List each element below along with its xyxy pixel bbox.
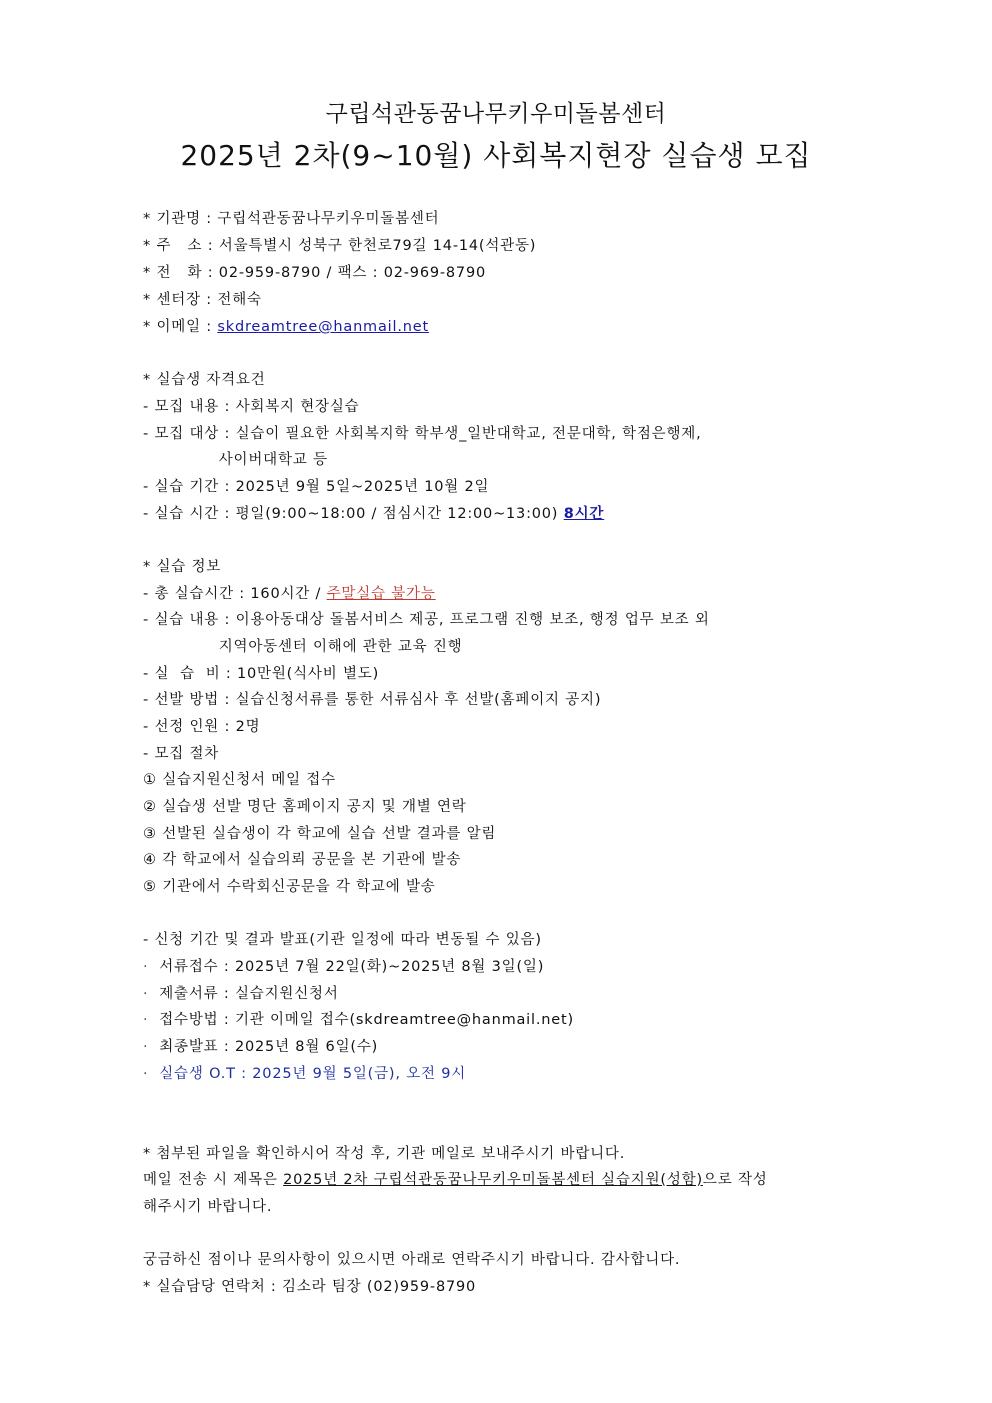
center-title: 구립석관동꿈나무키우미돌봄센터 — [325, 101, 667, 127]
fee-line: - 실 습 비 : 10만원(식사비 별도) — [143, 666, 380, 682]
email-subject-suffix: 으로 작성 — [702, 1172, 768, 1188]
email-subject-prefix: 메일 전송 시 제목은 — [143, 1172, 284, 1188]
email-subject-note — [143, 1171, 768, 1189]
procedure-heading: - 모집 절차 — [143, 746, 220, 762]
email-label: * 이메일 : — [143, 319, 218, 335]
procedure-step: ④ 각 학교에서 실습의뢰 공문을 본 기관에 발송 — [143, 852, 462, 868]
schedule-item — [143, 1011, 574, 1029]
practice-period-line: - 실습 기간 : 2025년 9월 5일~2025년 10월 2일 — [143, 479, 490, 495]
contact-line: * 실습담당 연락처 : 김소라 팀장 (02)959-8790 — [143, 1279, 477, 1295]
practice-content-line: - 실습 내용 : 이용아동대상 돌봄서비스 제공, 프로그램 진행 보조, 행정 업무 보조 외 — [143, 612, 710, 628]
email-line — [143, 318, 429, 336]
bullet-icon: · — [143, 1039, 149, 1055]
procedure-step: ⑤ 기관에서 수락회신공문을 각 학교에 발송 — [143, 879, 436, 895]
selection-count-line: - 선정 인원 : 2명 — [143, 719, 261, 735]
bullet-icon: · — [143, 1012, 149, 1028]
email-subject-format: 2025년 2차 구립석관동꿈나무키우미돌봄센터 실습지원(성함) — [283, 1172, 703, 1188]
email-subject-note-2: 해주시기 바랍니다. — [143, 1199, 273, 1215]
total-hours-text: - 총 실습시간 : 160시간 / — [143, 586, 327, 602]
weekend-warning: 주말실습 불가능 — [326, 586, 436, 602]
director-line: * 센터장 : 전해숙 — [143, 292, 262, 308]
schedule-item-text: 최종발표 : 2025년 8월 6일(수) — [159, 1039, 379, 1055]
schedule-item-text: 서류접수 : 2025년 7월 22일(화)~2025년 8월 3일(일) — [159, 959, 545, 975]
phone-line: * 전 화 : 02-959-8790 / 팩스 : 02-969-8790 — [143, 265, 487, 281]
recruit-target-line: - 모집 대상 : 실습이 필요한 사회복지학 학부생_일반대학교, 전문대학, 학점은행제, — [143, 426, 702, 442]
recruit-content-line: - 모집 내용 : 사회복지 현장실습 — [143, 399, 360, 415]
total-hours-line — [143, 585, 436, 603]
schedule-item-text: 접수방법 : 기관 이메일 접수(skdreamtree@hanmail.net) — [159, 1012, 574, 1028]
practice-hours: 8시간 — [563, 506, 605, 522]
schedule-item-ot — [143, 1065, 466, 1083]
schedule-item — [143, 985, 339, 1003]
bullet-icon: · — [143, 959, 149, 975]
recruit-target-line-2: 사이버대학교 등 — [143, 452, 328, 468]
requirements-heading: * 실습생 자격요건 — [143, 372, 266, 388]
procedure-step: ③ 선발된 실습생이 각 학교에 실습 선발 결과를 알림 — [143, 826, 497, 842]
address-line: * 주 소 : 서울특별시 성북구 한천로79길 14-14(석관동) — [143, 238, 537, 254]
org-name-line: * 기관명 : 구립석관동꿈나무키우미돌봄센터 — [143, 211, 440, 227]
bullet-icon: · — [143, 986, 149, 1002]
schedule-item — [143, 1038, 378, 1056]
practice-content-line-2: 지역아동센터 이해에 관한 교육 진행 — [143, 639, 463, 655]
schedule-heading: - 신청 기간 및 결과 발표(기관 일정에 따라 변동될 수 있음) — [143, 932, 542, 948]
schedule-item — [143, 958, 544, 976]
selection-method-line: - 선발 방법 : 실습신청서류를 통한 서류심사 후 선발(홈페이지 공지) — [143, 692, 602, 708]
schedule-item-text: 제출서류 : 실습지원신청서 — [159, 986, 339, 1002]
contact-note: 궁금하신 점이나 문의사항이 있으시면 아래로 연락주시기 바랍니다. 감사합니다. — [143, 1252, 681, 1268]
practice-time-text: - 실습 시간 : 평일(9:00~18:00 / 점심시간 12:00~13:00) — [143, 506, 564, 522]
attachment-note: * 첨부된 파일을 확인하시어 작성 후, 기관 메일로 보내주시기 바랍니다. — [143, 1146, 626, 1162]
email-link[interactable]: skdreamtree@hanmail.net — [217, 319, 429, 335]
practice-info-heading: * 실습 정보 — [143, 559, 222, 575]
bullet-icon: · — [143, 1066, 149, 1082]
schedule-item-text: 실습생 O.T : 2025년 9월 5일(금), 오전 9시 — [159, 1066, 467, 1082]
recruitment-title: 2025년 2차(9~10월) 사회복지현장 실습생 모집 — [180, 139, 812, 172]
procedure-step: ② 실습생 선발 명단 홈페이지 공지 및 개별 연락 — [143, 799, 467, 815]
practice-time-line — [143, 505, 604, 523]
procedure-step: ① 실습지원신청서 메일 접수 — [143, 772, 336, 788]
